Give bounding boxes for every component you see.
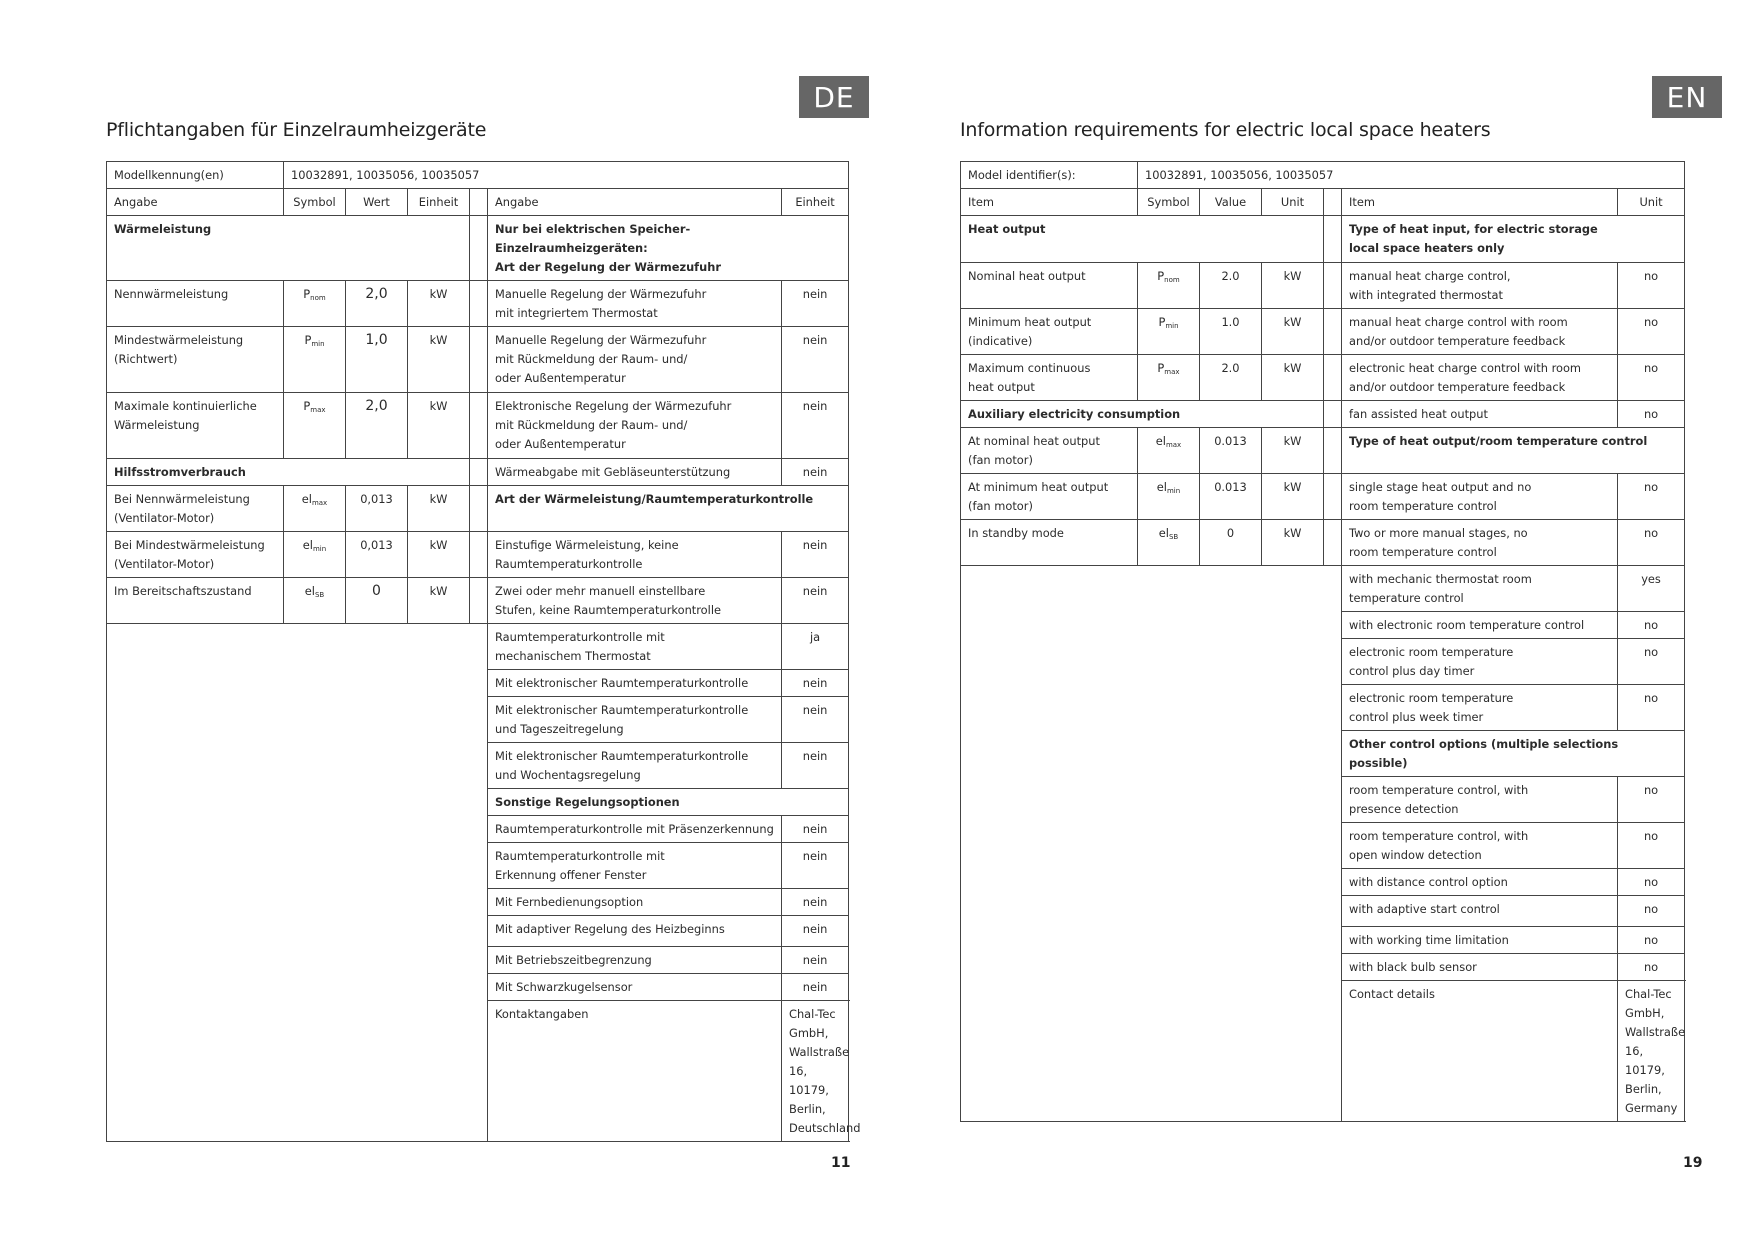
symbol-subscript: max [1164,368,1180,376]
other-row-value: no [1618,823,1685,869]
aux-row-label: Bei Nennwärmeleistung (Ventilator-Motor) [107,486,284,532]
spacer-cell [1324,309,1342,355]
symbol-subscript: min [311,340,325,348]
heat-row-value: 2,0 [346,281,408,327]
symbol-subscript: max [1165,441,1182,449]
other-row-value: no [1618,869,1685,896]
spacer-cell [1324,189,1342,216]
storage-row-label: electronic heat charge control with room and/or outdoor temperature feedback [1342,355,1618,401]
control-row-label: with electronic room temperature control [1342,612,1618,639]
symbol-base: P [1158,315,1166,329]
symbol-base: el [304,584,315,598]
aux-row-label: At nominal heat output (fan motor) [961,428,1138,474]
page-number-de: 11 [831,1155,851,1171]
other-row-value: nein [782,843,849,889]
header-unit: Einheit [408,189,470,216]
other-row-value: nein [782,916,849,947]
other-row-label: Mit Fernbedienungsoption [488,889,782,916]
section-other-control-options: Sonstige Regelungsoptionen [488,789,849,816]
control-row-value: nein [782,697,849,743]
symbol-base: el [1158,526,1169,540]
other-row-value: nein [782,816,849,843]
model-value: 10032891, 10035056, 10035057 [1138,162,1685,189]
control-row-value: nein [782,670,849,697]
control-row-value: nein [782,532,849,578]
aux-row-label: At minimum heat output (fan motor) [961,474,1138,520]
spacer-cell [470,459,488,486]
other-row-value: no [1618,954,1685,981]
heat-row-unit: kW [408,281,470,327]
symbol-subscript: max [311,499,328,507]
spacer-cell [470,393,488,459]
other-row-value: nein [782,974,849,1001]
spec-table-en [960,161,1685,1122]
other-row-value: nein [782,947,849,974]
control-row-value: no [1618,474,1685,520]
spacer-cell [1324,401,1342,428]
other-row-label: Mit Schwarzkugelsensor [488,974,782,1001]
spacer-cell [470,486,488,532]
heat-row-value: 2.0 [1200,355,1262,401]
symbol-subscript: min [1166,487,1181,495]
heat-row-symbol [284,327,346,393]
section-room-temperature-control: Type of heat output/room temperature control [1342,428,1685,474]
heat-row-value: 1,0 [346,327,408,393]
aux-row-symbol [1138,474,1200,520]
spacer-cell [1324,428,1342,474]
header-value: Value [1200,189,1262,216]
spec-table-de [106,161,861,1142]
symbol-base: el [302,538,313,552]
header-item: Item [961,189,1138,216]
heat-row-symbol [1138,309,1200,355]
header-right-item: Item [1342,189,1618,216]
heat-row-unit: kW [1262,355,1324,401]
control-row-label: Two or more manual stages, no room temperature control [1342,520,1618,566]
symbol-base: P [1157,361,1165,375]
symbol-subscript: max [310,406,326,414]
spacer-cell [1324,263,1342,309]
spacer-cell [1324,520,1342,566]
section-storage-control: Nur bei elektrischen Speicher-Einzelraumheizgeräten: Art der Regelung der Wärmezufuhr [488,216,849,281]
section-heat-output: Wärmeleistung [107,216,470,281]
heat-row-label: Maximale kontinuierliche Wärmeleistung [107,393,284,459]
heat-row-symbol [1138,263,1200,309]
control-row-value: ja [782,624,849,670]
other-row-label: with working time limitation [1342,927,1618,954]
other-row-label: with adaptive start control [1342,896,1618,927]
other-row-value: nein [782,889,849,916]
section-other-control-options: Other control options (multiple selections possible) [1342,731,1685,777]
storage-row-value: no [1618,355,1685,401]
symbol-base: el [1155,434,1166,448]
control-row-label: Raumtemperaturkontrolle mit mechanischem Thermostat [488,624,782,670]
other-row-label: Mit Betriebszeitbegrenzung [488,947,782,974]
control-row-value: yes [1618,566,1685,612]
section-aux-consumption: Auxiliary electricity consumption [961,401,1324,428]
spacer-cell [1324,474,1342,520]
aux-row-symbol [284,486,346,532]
aux-row-symbol [284,532,346,578]
spacer-cell [470,189,488,216]
spacer-cell [470,532,488,578]
other-row-label: room temperature control, with open window detection [1342,823,1618,869]
contact-value: Chal-Tec GmbH, Wallstraße 16, 10179, Berlin, Germany [1618,981,1685,1122]
control-row-label: electronic room temperature control plus day timer [1342,639,1618,685]
other-row-value: no [1618,927,1685,954]
fan-row-value: nein [782,459,849,486]
heat-row-value: 2.0 [1200,263,1262,309]
control-row-value: no [1618,639,1685,685]
spacer-cell [470,216,488,281]
control-row-label: Mit elektronischer Raumtemperaturkontrolle [488,670,782,697]
contact-value: Chal-Tec GmbH, Wallstraße 16, 10179, Berlin, Deutschland [782,1001,849,1142]
other-row-label: Raumtemperaturkontrolle mit Erkennung offener Fenster [488,843,782,889]
fan-row-label: Wärmeabgabe mit Gebläseunterstützung [488,459,782,486]
storage-row-label: Manuelle Regelung der Wärmezufuhr mit Rückmeldung der Raum- und/ oder Außentemperatur [488,327,782,393]
heat-row-symbol [284,393,346,459]
heat-row-value: 2,0 [346,393,408,459]
aux-row-value: 0.013 [1200,474,1262,520]
storage-row-label: manual heat charge control with room and/or outdoor temperature feedback [1342,309,1618,355]
aux-row-symbol [1138,428,1200,474]
aux-row-unit: kW [1262,474,1324,520]
symbol-subscript: nom [310,294,326,302]
fan-row-label: fan assisted heat output [1342,401,1618,428]
storage-row-label: manual heat charge control, with integrated thermostat [1342,263,1618,309]
spacer-cell [1324,355,1342,401]
heat-row-unit: kW [408,327,470,393]
aux-row-label: Bei Mindestwärmeleistung (Ventilator-Motor) [107,532,284,578]
spacer-cell [470,281,488,327]
section-heat-output: Heat output [961,216,1324,263]
other-row-label: Raumtemperaturkontrolle mit Präsenzerkennung [488,816,782,843]
page-number-en: 19 [1683,1155,1703,1171]
page-title-en: Information requirements for electric local space heaters [960,119,1491,141]
aux-row-label: Im Bereitschaftszustand [107,578,284,624]
control-row-value: no [1618,685,1685,731]
storage-row-label: Manuelle Regelung der Wärmezufuhr mit integriertem Thermostat [488,281,782,327]
section-storage-control: Type of heat input, for electric storage local space heaters only [1342,216,1685,263]
storage-row-value: nein [782,327,849,393]
control-row-label: Mit elektronischer Raumtemperaturkontrolle und Tageszeitregelung [488,697,782,743]
storage-row-value: nein [782,281,849,327]
control-row-value: nein [782,743,849,789]
storage-row-label: Elektronische Regelung der Wärmezufuhr mit Rückmeldung der Raum- und/ oder Außentemperatur [488,393,782,459]
aux-row-unit: kW [1262,428,1324,474]
heat-row-label: Mindestwärmeleistung (Richtwert) [107,327,284,393]
contact-label: Contact details [1342,981,1618,1122]
symbol-base: P [303,399,311,413]
heat-row-label: Minimum heat output (indicative) [961,309,1138,355]
empty-area [107,624,488,1142]
aux-row-unit: kW [408,578,470,624]
symbol-subscript: SB [1168,533,1179,541]
header-right-unit: Unit [1618,189,1685,216]
other-row-label: with distance control option [1342,869,1618,896]
spacer-cell [470,578,488,624]
heat-row-symbol [284,281,346,327]
control-row-label: electronic room temperature control plus week timer [1342,685,1618,731]
other-row-value: no [1618,777,1685,823]
symbol-base: el [301,492,312,506]
aux-row-unit: kW [1262,520,1324,566]
aux-row-value: 0,013 [346,486,408,532]
header-right-unit: Einheit [782,189,849,216]
other-row-value: no [1618,896,1685,927]
other-row-label: Mit adaptiver Regelung des Heizbeginns [488,916,782,947]
empty-area [961,566,1342,1122]
symbol-subscript: min [1165,322,1179,330]
heat-row-label: Maximum continuous heat output [961,355,1138,401]
aux-row-unit: kW [408,532,470,578]
header-symbol: Symbol [1138,189,1200,216]
storage-row-value: no [1618,309,1685,355]
header-symbol: Symbol [284,189,346,216]
header-value: Wert [346,189,408,216]
heat-row-value: 1.0 [1200,309,1262,355]
model-label: Model identifier(s): [961,162,1138,189]
header-item: Angabe [107,189,284,216]
heat-row-label: Nominal heat output [961,263,1138,309]
control-row-value: no [1618,520,1685,566]
aux-row-value: 0 [1200,520,1262,566]
heat-row-unit: kW [408,393,470,459]
aux-row-symbol [1138,520,1200,566]
section-room-temperature-control: Art der Wärmeleistung/Raumtemperaturkontrolle [488,486,849,532]
header-unit: Unit [1262,189,1324,216]
contact-label: Kontaktangaben [488,1001,782,1142]
header-right-item: Angabe [488,189,782,216]
symbol-subscript: SB [314,591,325,599]
symbol-base: P [1157,269,1165,283]
page-title-de: Pflichtangaben für Einzelraumheizgeräte [106,119,487,141]
control-row-label: Mit elektronischer Raumtemperaturkontrolle und Wochentagsregelung [488,743,782,789]
aux-row-unit: kW [408,486,470,532]
heat-row-unit: kW [1262,263,1324,309]
symbol-base: P [303,287,311,301]
language-badge-de: DE [799,76,869,118]
spacer-cell [470,327,488,393]
heat-row-unit: kW [1262,309,1324,355]
storage-row-value: nein [782,393,849,459]
aux-row-value: 0,013 [346,532,408,578]
section-aux-consumption: Hilfsstromverbrauch [107,459,470,486]
storage-row-value: no [1618,263,1685,309]
aux-row-value: 0 [346,578,408,624]
control-row-label: Einstufige Wärmeleistung, keine Raumtemperaturkontrolle [488,532,782,578]
aux-row-value: 0.013 [1200,428,1262,474]
control-row-label: Zwei oder mehr manuell einstellbare Stufen, keine Raumtemperaturkontrolle [488,578,782,624]
heat-row-symbol [1138,355,1200,401]
other-row-label: with black bulb sensor [1342,954,1618,981]
symbol-base: P [304,333,312,347]
aux-row-label: In standby mode [961,520,1138,566]
symbol-base: el [1156,480,1167,494]
heat-row-label: Nennwärmeleistung [107,281,284,327]
symbol-subscript: nom [1164,276,1180,284]
control-row-label: single stage heat output and no room temperature control [1342,474,1618,520]
control-row-value: nein [782,578,849,624]
language-badge-en: EN [1652,76,1722,118]
control-row-value: no [1618,612,1685,639]
model-label: Modellkennung(en) [107,162,284,189]
spacer-cell [1324,216,1342,263]
aux-row-symbol [284,578,346,624]
model-value: 10032891, 10035056, 10035057 [284,162,849,189]
other-row-label: room temperature control, with presence detection [1342,777,1618,823]
fan-row-value: no [1618,401,1685,428]
control-row-label: with mechanic thermostat room temperature control [1342,566,1618,612]
symbol-subscript: min [312,545,327,553]
